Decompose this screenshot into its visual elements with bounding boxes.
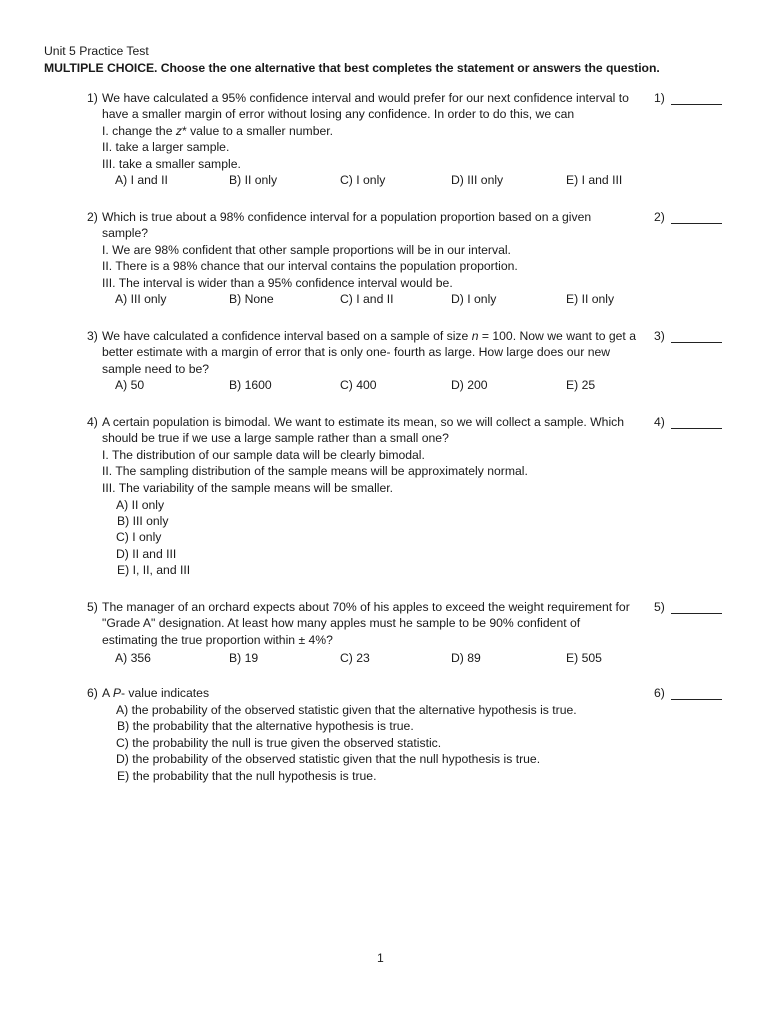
question-number: 1) bbox=[87, 91, 98, 105]
answer-blank[interactable] bbox=[671, 328, 722, 343]
variable-n: n bbox=[471, 329, 479, 343]
question-number: 3) bbox=[87, 329, 98, 343]
question-stem-line: better estimate with a margin of error that is only one- fourth as large. How large does our new bbox=[102, 345, 611, 359]
answer-blank[interactable] bbox=[671, 599, 722, 614]
answer-choice[interactable]: C) 23 bbox=[340, 651, 370, 665]
answer-choice[interactable]: E) I, II, and III bbox=[117, 563, 191, 577]
question-stem-line bbox=[102, 685, 209, 702]
statement-item: I. change the z* value to a smaller number. bbox=[102, 124, 334, 138]
answer-choice[interactable]: D) 200 bbox=[451, 378, 488, 392]
page-number: 1 bbox=[377, 951, 384, 965]
stem-text: We have calculated a confidence interval based on a sample of size bbox=[102, 329, 472, 343]
question-stem-line: Which is true about a 98% confidence interval for a population proportion based on a given bbox=[102, 210, 592, 224]
answer-blank[interactable] bbox=[671, 90, 722, 105]
answer-choice[interactable]: C) I and II bbox=[340, 292, 394, 306]
answer-choice[interactable]: B) III only bbox=[117, 514, 169, 528]
answer-number: 5) bbox=[654, 600, 665, 614]
answer-choice[interactable]: B) 1600 bbox=[229, 378, 272, 392]
question-number: 6) bbox=[87, 686, 98, 700]
answer-choice[interactable]: C) the probability the null is true given the observed statistic. bbox=[116, 736, 442, 750]
question-stem-line: estimating the true proportion within ± 4%? bbox=[102, 633, 333, 647]
answer-choice[interactable]: B) None bbox=[229, 292, 274, 306]
answer-choice[interactable]: D) III only bbox=[451, 173, 504, 187]
statement-item: III. The interval is wider than a 95% confidence interval would be. bbox=[102, 276, 453, 290]
answer-number: 6) bbox=[654, 686, 665, 700]
statement-item: I. The distribution of our sample data will be clearly bimodal. bbox=[102, 448, 425, 462]
answer-choice[interactable]: B) the probability that the alternative hypothesis is true. bbox=[117, 719, 414, 733]
question-number: 5) bbox=[87, 600, 98, 614]
statement-item: II. take a larger sample. bbox=[102, 140, 230, 154]
question-number: 2) bbox=[87, 210, 98, 224]
answer-choice[interactable]: C) I only bbox=[116, 530, 162, 544]
answer-choice[interactable]: D) the probability of the observed statistic given that the null hypothesis is true. bbox=[116, 752, 541, 766]
answer-number: 1) bbox=[654, 91, 665, 105]
answer-choice[interactable]: A) II only bbox=[116, 498, 165, 512]
answer-blank[interactable] bbox=[671, 209, 722, 224]
answer-number: 3) bbox=[654, 329, 665, 343]
answer-choice[interactable]: E) 505 bbox=[566, 651, 602, 665]
answer-choice[interactable]: D) II and III bbox=[116, 547, 177, 561]
stem-text: - value indicates bbox=[120, 686, 210, 700]
answer-blank[interactable] bbox=[671, 414, 722, 429]
question-stem-line: A certain population is bimodal. We want to estimate its mean, so we will collect a sample. Which bbox=[102, 415, 625, 429]
stem-text: = 100. Now we want to get a bbox=[478, 329, 636, 343]
answer-choice[interactable]: E) the probability that the null hypothesis is true. bbox=[117, 769, 377, 783]
question-stem-line: have a smaller margin of error without losing any confidence. In order to do this, we can bbox=[102, 107, 575, 121]
statement-item: II. The sampling distribution of the sample means will be approximately normal. bbox=[102, 464, 528, 478]
answer-choice[interactable]: E) II only bbox=[566, 292, 615, 306]
question-number: 4) bbox=[87, 415, 98, 429]
question-stem-line: The manager of an orchard expects about 70% of his apples to exceed the weight requirement for bbox=[102, 600, 630, 614]
answer-choice[interactable]: E) 25 bbox=[566, 378, 596, 392]
answer-choice[interactable]: A) 356 bbox=[115, 651, 151, 665]
answer-choice[interactable]: D) I only bbox=[451, 292, 497, 306]
answer-choice[interactable]: B) 19 bbox=[229, 651, 259, 665]
instructions-heading: MULTIPLE CHOICE. Choose the one alternative that best completes the statement or answers the question. bbox=[44, 61, 660, 75]
question-stem-line: should be true if we use a large sample rather than a small one? bbox=[102, 431, 449, 445]
answer-choice[interactable]: E) I and III bbox=[566, 173, 623, 187]
document-title: Unit 5 Practice Test bbox=[44, 44, 149, 58]
variable-p: P bbox=[112, 686, 121, 700]
question-stem-line: We have calculated a 95% confidence interval and would prefer for our next confidence interval to bbox=[102, 91, 629, 105]
statement-item: II. There is a 98% chance that our interval contains the population proportion. bbox=[102, 259, 518, 273]
question-stem-line: sample? bbox=[102, 226, 149, 240]
answer-choice[interactable]: A) I and II bbox=[115, 173, 168, 187]
answer-choice[interactable]: A) the probability of the observed statistic given that the alternative hypothesis is true. bbox=[116, 703, 577, 717]
question-stem-line: "Grade A" designation. At least how many apples must he sample to be 90% confident of bbox=[102, 616, 581, 630]
answer-number: 2) bbox=[654, 210, 665, 224]
statement-item: III. take a smaller sample. bbox=[102, 157, 241, 171]
statement-item: I. We are 98% confident that other sample proportions will be in our interval. bbox=[102, 243, 511, 257]
answer-choice[interactable]: B) II only bbox=[229, 173, 278, 187]
answer-choice[interactable]: A) 50 bbox=[115, 378, 145, 392]
stem-text: A bbox=[102, 686, 113, 700]
answer-blank[interactable] bbox=[671, 685, 722, 700]
answer-choice[interactable]: A) III only bbox=[115, 292, 167, 306]
answer-choice[interactable]: C) 400 bbox=[340, 378, 377, 392]
answer-choice[interactable]: D) 89 bbox=[451, 651, 481, 665]
statement-item: III. The variability of the sample means will be smaller. bbox=[102, 481, 394, 495]
answer-number: 4) bbox=[654, 415, 665, 429]
question-stem-line: sample need to be? bbox=[102, 362, 210, 376]
answer-choice[interactable]: C) I only bbox=[340, 173, 386, 187]
question-stem-line bbox=[102, 328, 636, 345]
